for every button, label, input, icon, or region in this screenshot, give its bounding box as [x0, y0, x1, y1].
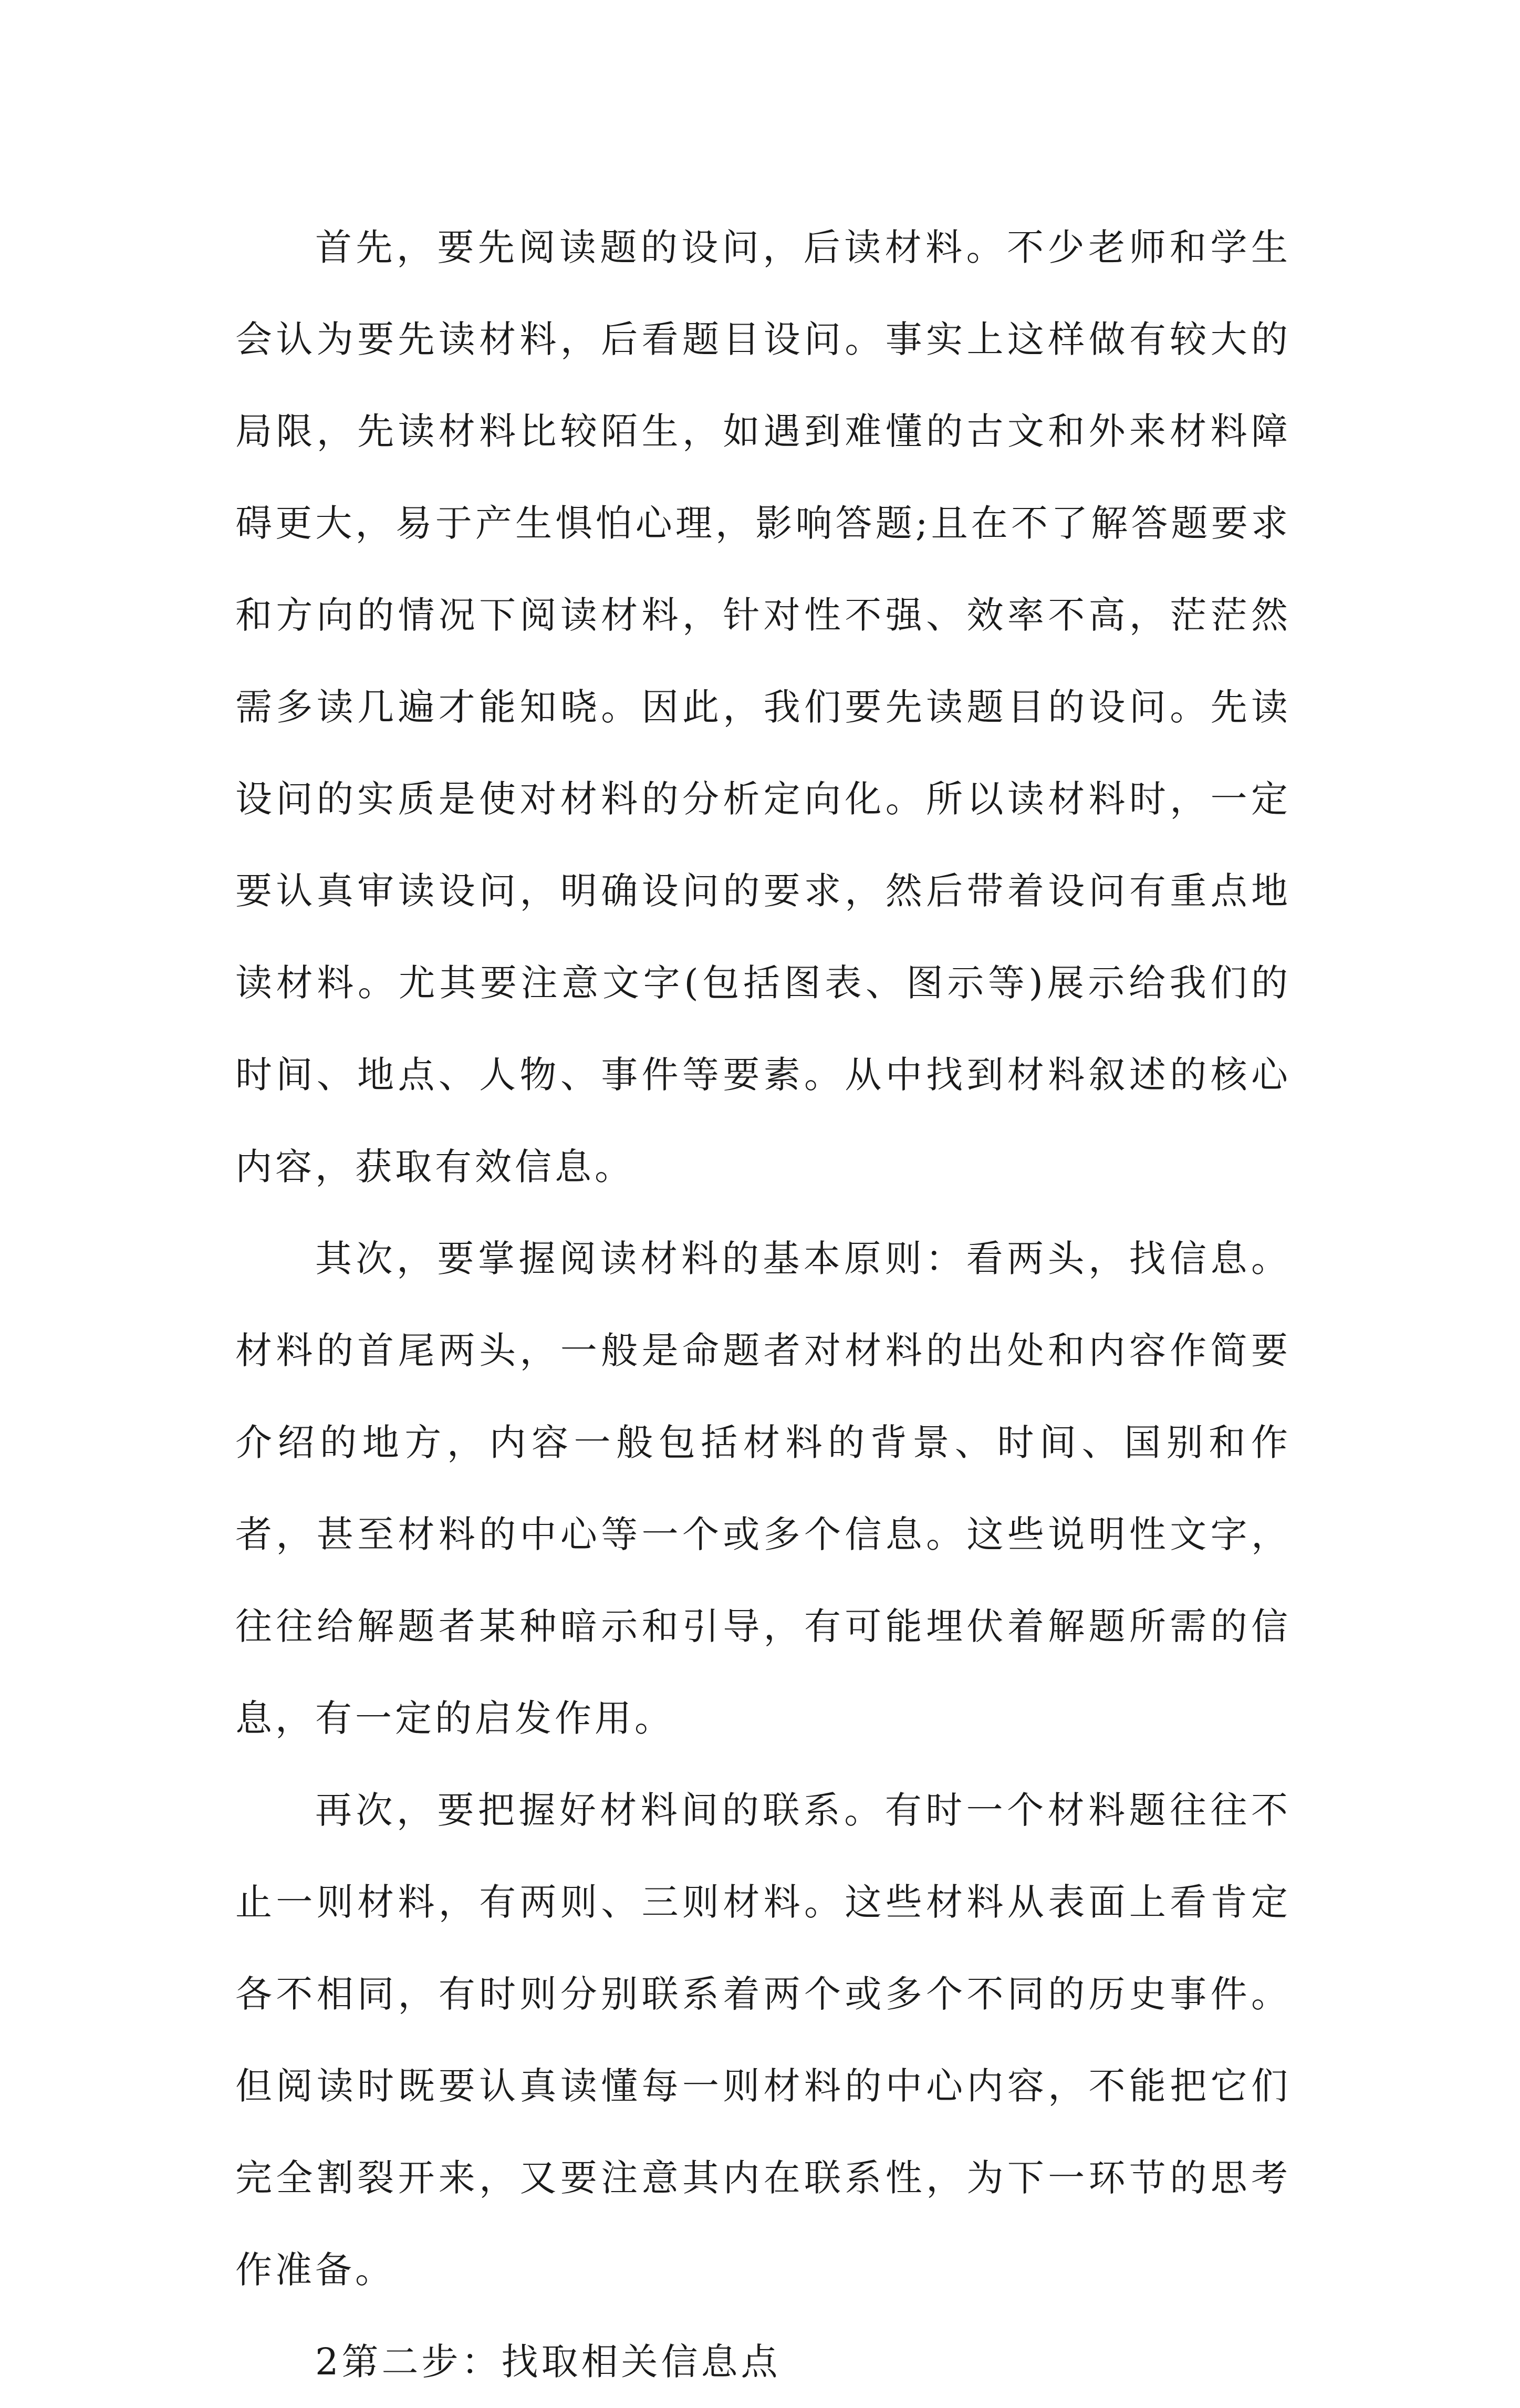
section-heading-step-two: 2第二步：找取相关信息点 — [315, 2340, 781, 2383]
document-body — [235, 202, 1291, 2408]
paragraph-read-both-ends: 其次，要掌握阅读材料的基本原则：看两头，找信息。材料的首尾两头，一般是命题者对材料的出处和内容作简要介绍的地方，内容一般包括材料的背景、时间、国别和作者，甚至材料的中心等一个或多个信息。这些说明性文字，往往给解题者某种暗示和引导，有可能埋伏着解题所需的信息，有一定的启发作用。 — [235, 1237, 1291, 1740]
paragraph-material-relations: 再次，要把握好材料间的联系。有时一个材料题往往不止一则材料，有两则、三则材料。这些材料从表面上看肯定各不相同，有时则分别联系着两个或多个不同的历史事件。但阅读时既要认真读懂每一则材料的中心内容，不能把它们完全割裂开来，又要注意其内在联系性，为下一环节的思考作准备。 — [235, 1789, 1291, 2291]
paragraph-read-question-first: 首先，要先阅读题的设问，后读材料。不少老师和学生会认为要先读材料，后看题目设问。事实上这样做有较大的局限，先读材料比较陌生，如遇到难懂的古文和外来材料障碍更大，易于产生惧怕心理，影响答题;且在不了解答题要求和方向的情况下阅读材料，针对性不强、效率不高，茫茫然需多读几遍才能知晓。因此，我们要先读题目的设问。先读设问的实质是使对材料的分析定向化。所以读材料时，一定要认真审读设问，明确设问的要求，然后带着设问有重点地读材料。尤其要注意文字(包括图表、图示等)展示给我们的时间、地点、人物、事件等要素。从中找到材料叙述的核心内容，获取有效信息。 — [235, 226, 1291, 1188]
